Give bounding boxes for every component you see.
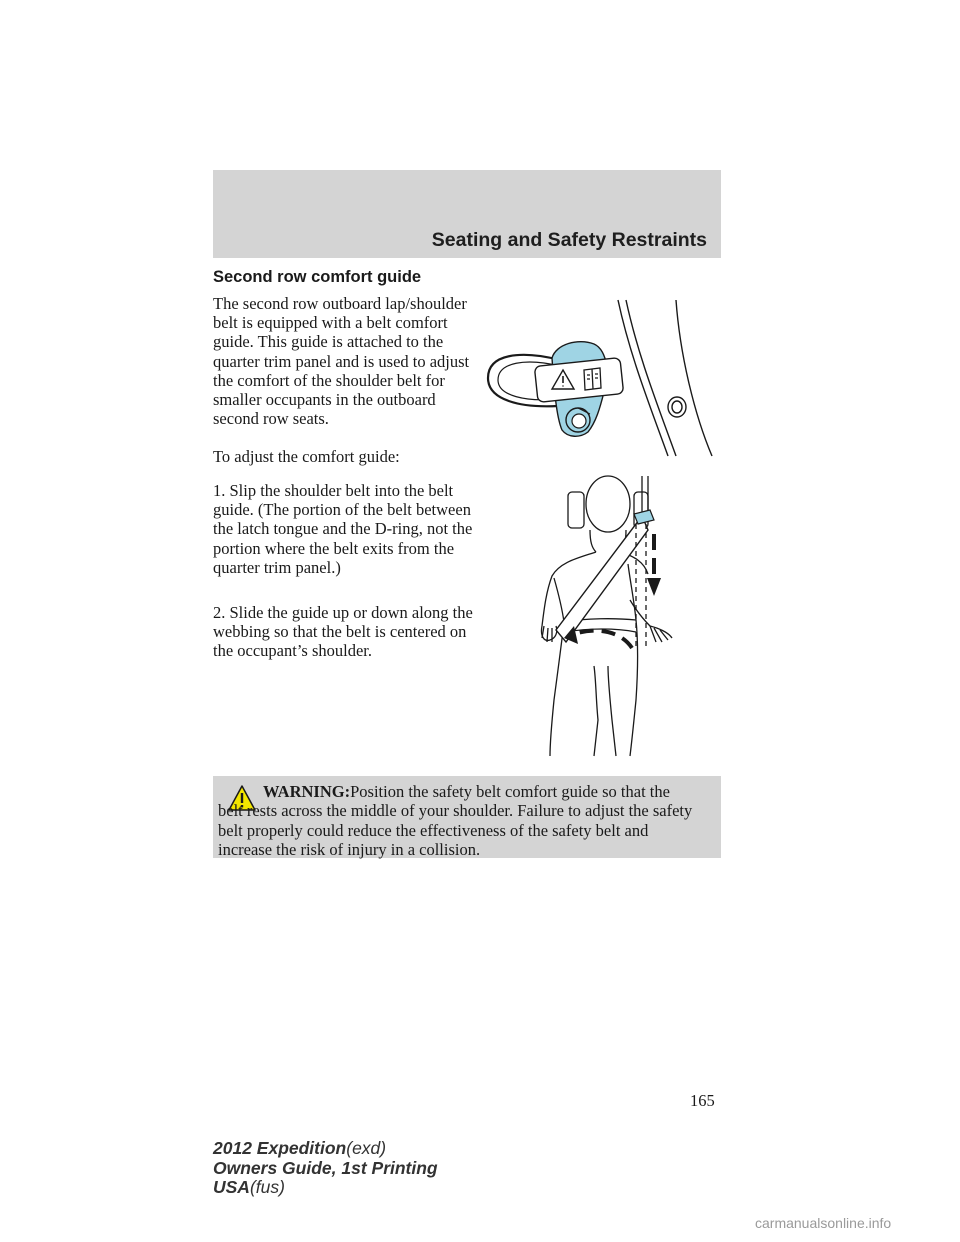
intro-paragraph: The second row outboard lap/shoulder belt is equipped with a belt comfort guide. This guide is attached to the quarter trim panel and is used to adjust the comfort of the shoulder belt for smaller occupants in the outboard second row seats. [213,294,470,429]
section-heading: Second row comfort guide [213,268,422,286]
footer-guide: Owners Guide, 1st Printing [213,1157,438,1178]
step-2: 2. Slide the guide up or down along the webbing so that the belt is centered on the occupant’s shoulder. [213,603,473,661]
footer-model: 2012 Expedition [213,1138,347,1158]
header-bar [213,170,721,258]
adjust-intro: To adjust the comfort guide: [213,447,400,466]
step-1: 1. Slip the shoulder belt into the belt guide. (The portion of the belt between the latch tongue and the D-ring, not the portion where the belt exits from the quarter trim panel.) [213,481,473,577]
warning-box [213,776,721,858]
warning-body: Position the safety belt comfort guide so that the belt rests across the middle of your shoulder. Failure to adjust the safety belt properly could reduce the effectiveness of the safety belt and increase the risk of injury in a collision. [218,782,693,860]
warning-label: WARNING: [263,782,351,801]
footer-market-tag: (fus) [249,1177,285,1197]
page-number: 165 [690,1091,715,1110]
footer-model-tag: (exd) [346,1138,387,1158]
comfort-guide-illustration [480,296,720,460]
warning-text [218,782,698,860]
watermark: carmanualsonline.info [755,1215,892,1231]
page-title: Seating and Safety Restraints [431,229,707,251]
footer [213,1139,438,1198]
occupant-belt-illustration [520,470,710,758]
footer-market: USA [213,1177,250,1197]
